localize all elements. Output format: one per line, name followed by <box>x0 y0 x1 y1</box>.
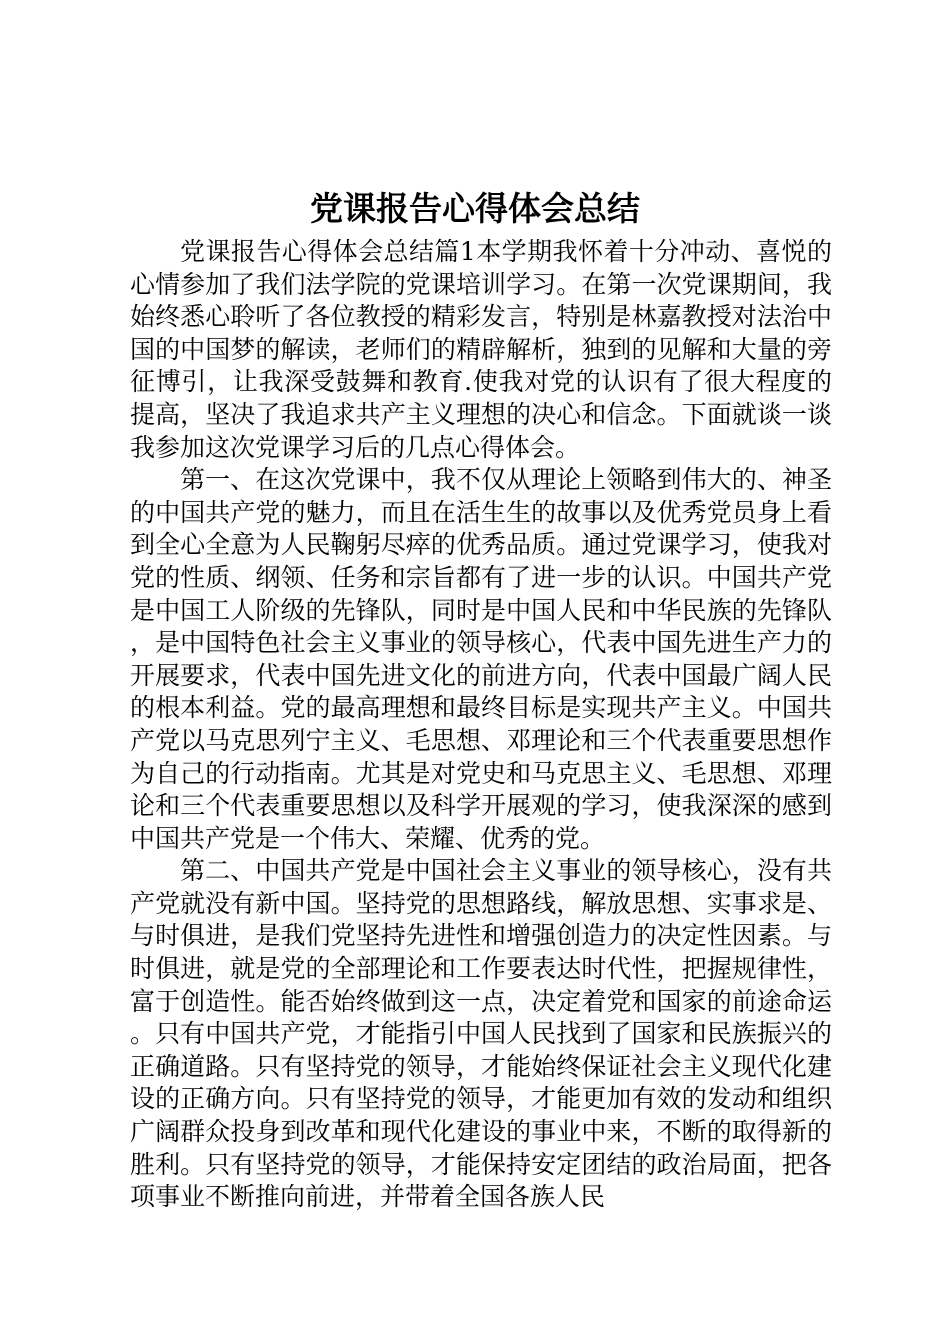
document-title: 党课报告心得体会总结 <box>310 189 640 228</box>
paragraph-intro: 党课报告心得体会总结篇1本学期我怀着十分冲动、喜悦的心情参加了我们法学院的党课培训学习。在第一次党课期间，我始终悉心聆听了各位教授的精彩发言，特别是林嘉教授对法治中国的中国梦的解读，老师们的精辟解析，独到的见解和大量的旁征博引，让我深受鼓舞和教育.使我对党的认识有了很大程度的提高，坚决了我追求共产主义理想的决心和信念。下面就谈一谈我参加这次党课学习后的几点心得体会。 <box>130 237 832 462</box>
document-body <box>130 236 832 1214</box>
paragraph-first-point: 第一、在这次党课中，我不仅从理论上领略到伟大的、神圣的中国共产党的魅力，而且在活生生的故事以及优秀党员身上看到全心全意为人民鞠躬尽瘁的优秀品质。通过党课学习，使我对党的性质、纲领、任务和宗旨都有了进一步的认识。中国共产党是中国工人阶级的先锋队，同时是中国人民和中华民族的先锋队，是中国特色社会主义事业的领导核心，代表中国先进生产力的开展要求，代表中国先进文化的前进方向，代表中国最广阔人民的根本利益。党的最高理想和最终目标是实现共产主义。中国共产党以马克思列宁主义、毛思想、邓理论和三个代表重要思想作为自己的行动指南。尤其是对党史和马克思主义、毛思想、邓理论和三个代表重要思想以及科学开展观的学习，使我深深的感到中国共产党是一个伟大、荣耀、优秀的党。 <box>130 465 832 853</box>
paragraph-second-point: 第二、中国共产党是中国社会主义事业的领导核心，没有共产党就没有新中国。坚持党的思想路线，解放思想、实事求是、与时俱进，是我们党坚持先进性和增强创造力的决定性因素。与时俱进，就是党的全部理论和工作要表达时代性，把握规律性，富于创造性。能否始终做到这一点，决定着党和国家的前途命运。只有中国共产党，才能指引中国人民找到了国家和民族振兴的正确道路。只有坚持党的领导，才能始终保证社会主义现代化建设的正确方向。只有坚持党的领导，才能更加有效的发动和组织广阔群众投身到改革和现代化建设的事业中来，不断的取得新的胜利。只有坚持党的领导，才能保持安定团结的政治局面，把各项事业不断推向前进，并带着全国各族人民 <box>130 856 832 1212</box>
